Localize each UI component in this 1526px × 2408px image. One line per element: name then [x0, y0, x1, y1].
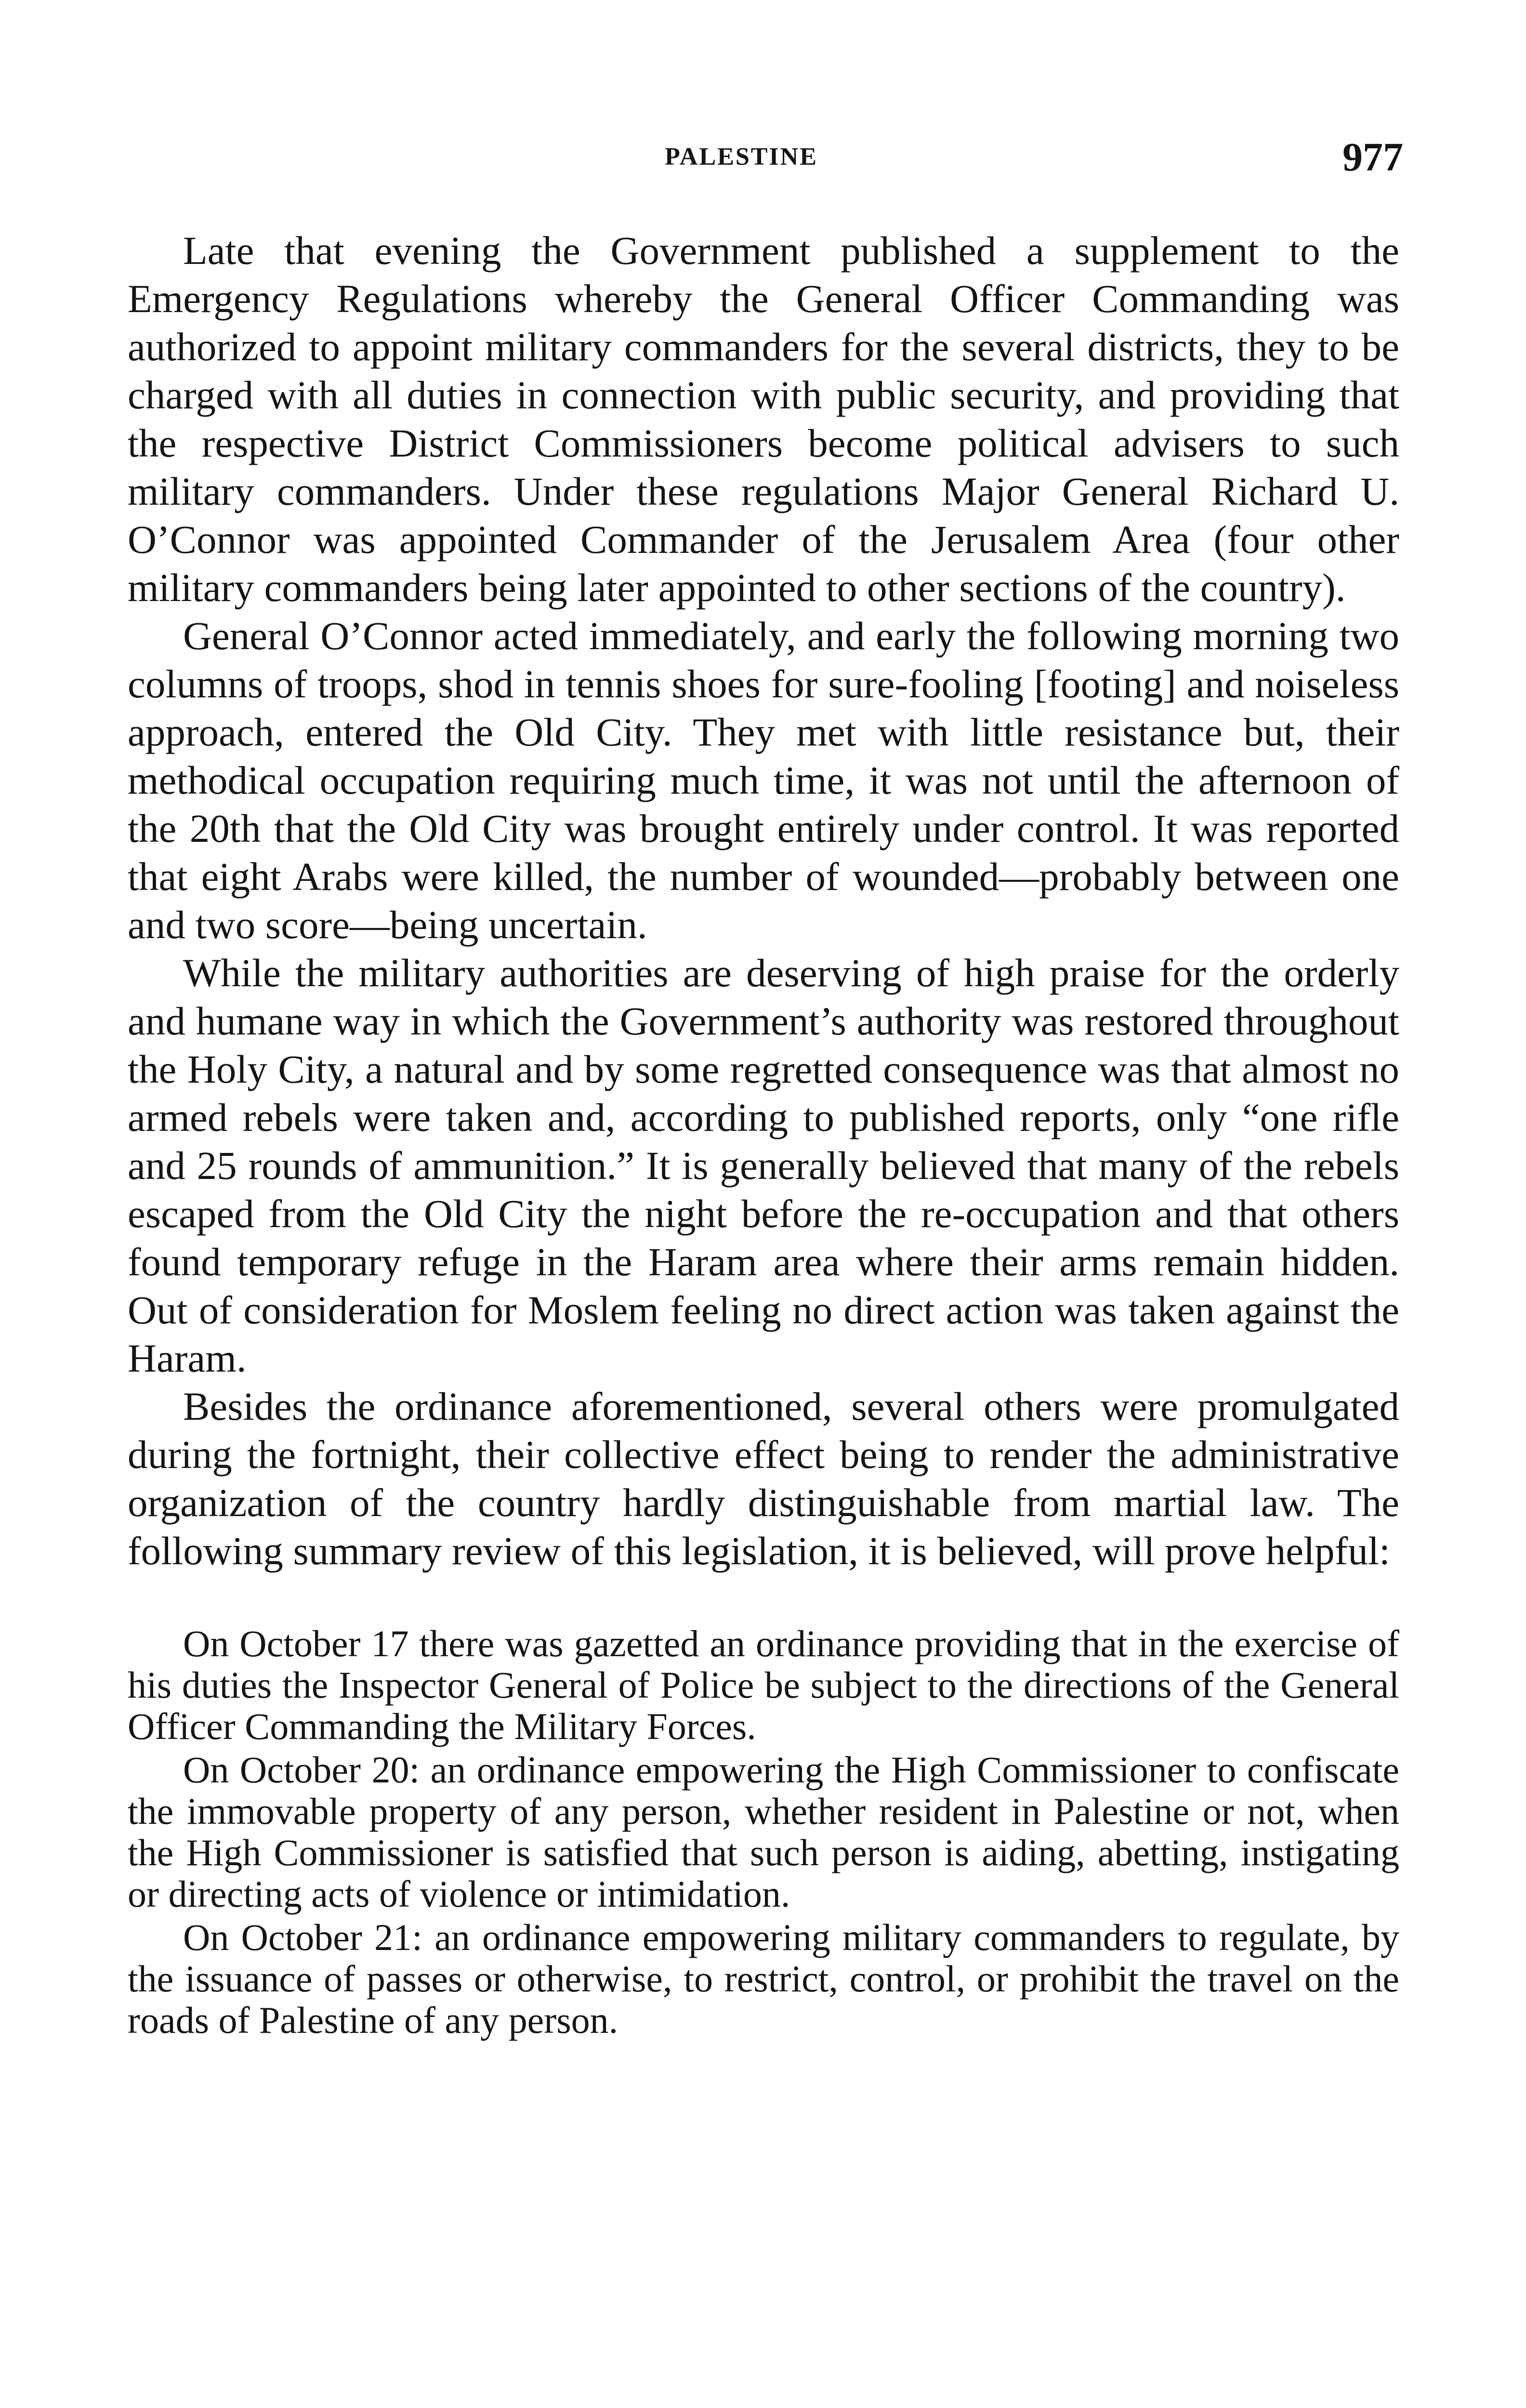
paragraph-military-praise: While the military authorities are deserving of high praise for the orderly and humane way in which the Government’s authority was restored throughout the Holy City, a natural and by some regretted consequence was that almost no armed rebels were taken and, according to published reports, only “one rifle and 25 rounds of ammunition.” It is generally believed that many of the rebels escaped from the Old City the night before the re-occupation and that others found temporary refuge in the Haram area where their arms remain hidden. Out of consideration for Moslem feeling no direct action was taken against the Haram. — [128, 951, 1399, 1380]
ordinance-list — [128, 1623, 1399, 2041]
page-number: 977 — [1342, 135, 1403, 180]
running-title: PALESTINE — [665, 143, 818, 170]
body-text — [128, 226, 1399, 2041]
ordinance-october-20: On October 20: an ordinance empowering the High Commissioner to confiscate the immovable property of any person, whether resident in Palestine or not, when the High Commissioner is satisfied that such person is aiding, abetting, instigating or directing acts of violence or intimidation. — [128, 1749, 1399, 1915]
paragraph-old-city-entry: General O’Connor acted immediately, and early the following morning two columns of troops, shod in tennis shoes for sure-fooling [footing] and noiseless approach, entered the Old City. They met with little resistance but, their methodical occupation requiring much time, it was not until the afternoon of the 20th that the Old City was brought entirely under control. It was reported that eight Arabs were killed, the number of wounded—probably between one and two score—being uncertain. — [128, 614, 1399, 947]
paragraph-supplement-regulations: Late that evening the Government published a supplement to the Emergency Regulations whereby the General Officer Commanding was authorized to appoint military commanders for the several districts, they to be charged with all duties in connection with public security, and providing that the respective District Commissioners become political advisers to such military commanders. Under these regulations Major General Richard U. O’Connor was appointed Commander of the Jerusalem Area (four other military commanders being later appointed to other sections of the country). — [128, 228, 1399, 610]
paragraph-ordinances-intro: Besides the ordinance aforementioned, several others were promulgated during the fortnight, their collective effect being to render the administrative organization of the country hardly distinguishable from martial law. The following summary review of this legislation, it is believed, will prove helpful: — [128, 1384, 1399, 1573]
ordinance-october-21: On October 21: an ordinance empowering military commanders to regulate, by the issuance of passes or otherwise, to restrict, control, or prohibit the travel on the roads of Palestine of any person. — [128, 1916, 1399, 2041]
ordinance-october-17: On October 17 there was gazetted an ordinance providing that in the exercise of his duties the Inspector General of Police be subject to the directions of the General Officer Commanding the Military Forces. — [128, 1623, 1399, 1747]
